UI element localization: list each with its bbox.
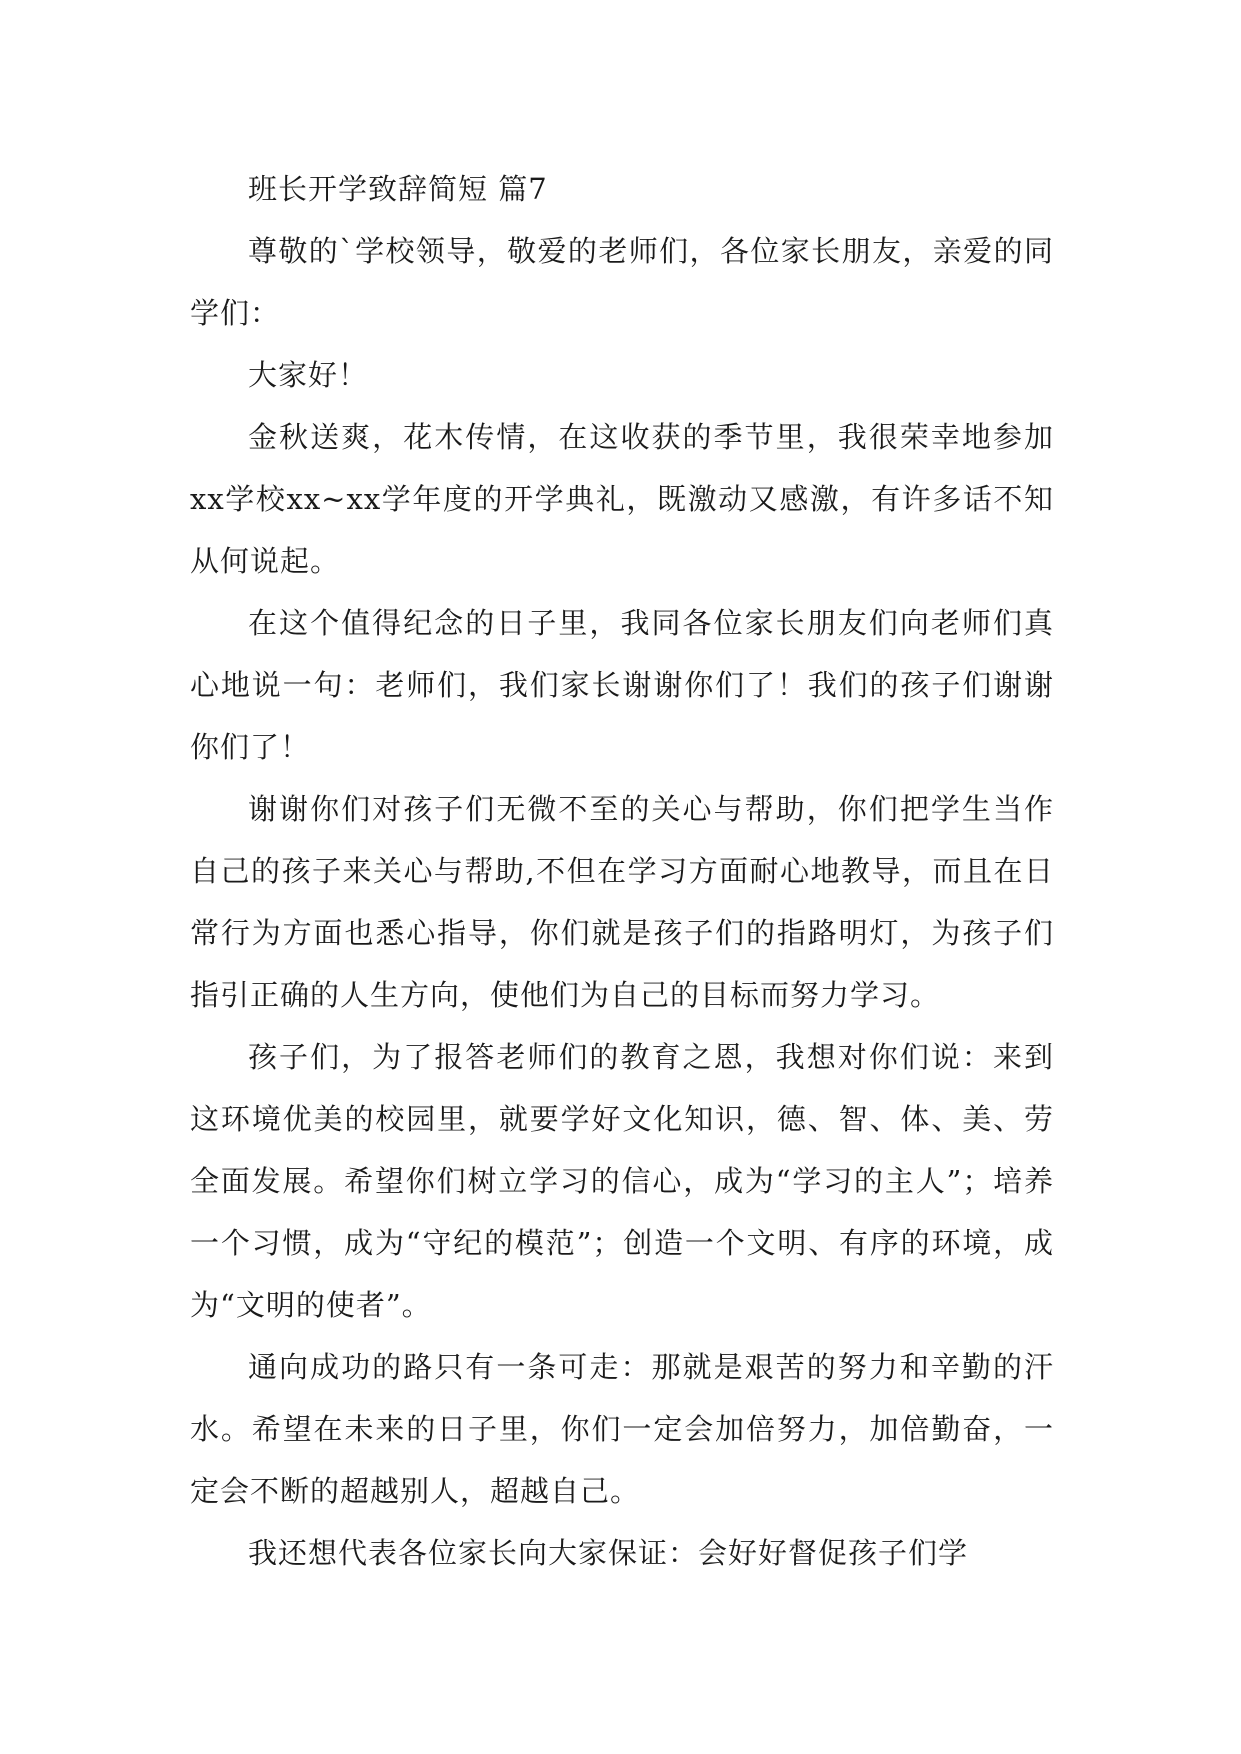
paragraph-parents-promise: 我还想代表各位家长向大家保证：会好好督促孩子们学 — [248, 1536, 969, 1570]
paragraph-thanks-teachers: 在这个值得纪念的日子里，我同各位家长朋友们向老师们真心地说一句：老师们，我们家长谢谢你们了！我们的孩子们谢谢你们了！ — [190, 606, 1054, 764]
paragraph-hello: 大家好！ — [248, 358, 369, 392]
paragraph-greeting-audience: 尊敬的`学校领导，敬爱的老师们，各位家长朋友，亲爱的同学们： — [190, 234, 1054, 330]
paragraph-autumn: 金秋送爽，花木传情，在这收获的季节里，我很荣幸地参加xx学校xx~xx学年度的开学典礼，既激动又感激，有许多话不知从何说起。 — [190, 420, 1054, 578]
paragraph-path-to-success: 通向成功的路只有一条可走：那就是艰苦的努力和辛勤的汗水。希望在未来的日子里，你们一定会加倍努力，加倍勤奋，一定会不断的超越别人，超越自己。 — [190, 1350, 1054, 1508]
document-body — [190, 158, 1054, 1584]
document-heading: 班长开学致辞简短 篇7 — [248, 172, 548, 206]
paragraph-to-children: 孩子们，为了报答老师们的教育之恩，我想对你们说：来到这环境优美的校园里，就要学好文化知识，德、智、体、美、劳全面发展。希望你们树立学习的信心，成为“学习的主人”；培养一个习惯，成为“守纪的模范”；创造一个文明、有序的环境，成为“文明的使者”。 — [190, 1040, 1054, 1322]
paragraph-care-help: 谢谢你们对孩子们无微不至的关心与帮助，你们把学生当作自己的孩子来关心与帮助,不但在学习方面耐心地教导，而且在日常行为方面也悉心指导，你们就是孩子们的指路明灯，为孩子们指引正确的人生方向，使他们为自己的目标而努力学习。 — [190, 792, 1054, 1012]
